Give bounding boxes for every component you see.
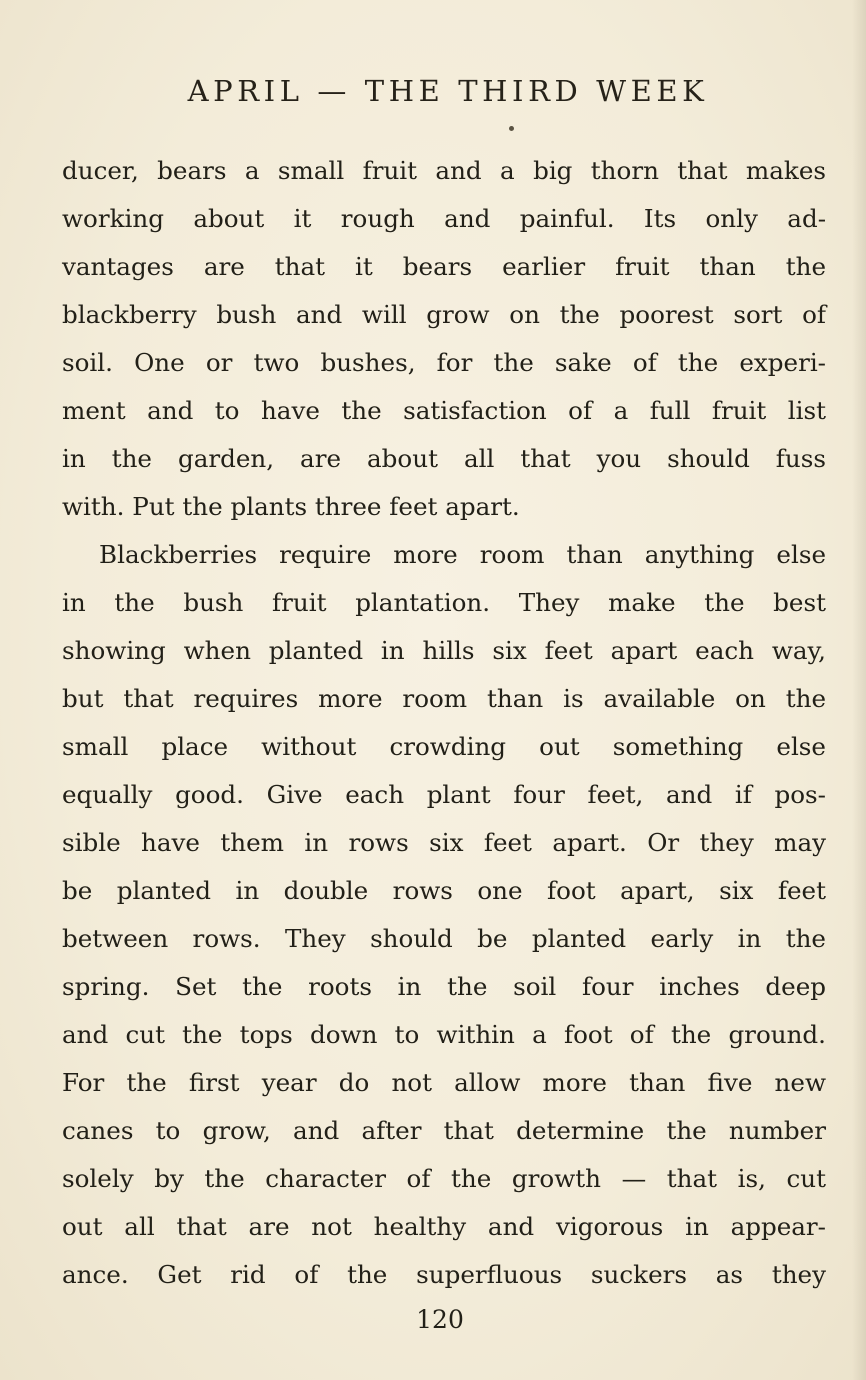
text-line: working about it rough and painful. Its only ad- xyxy=(62,204,826,233)
text-line: ance. Get rid of the superfluous suckers as they xyxy=(62,1260,826,1289)
text-line: be planted in double rows one foot apart, six feet xyxy=(62,876,826,905)
paragraph-start-line: Blackberries require more room than anything else xyxy=(99,540,826,569)
running-head: APRIL — THE THIRD WEEK xyxy=(187,74,709,108)
text-line: showing when planted in hills six feet apart each way, xyxy=(62,636,826,665)
text-line: in the bush fruit plantation. They make the best xyxy=(62,588,826,617)
page-number: 120 xyxy=(416,1305,464,1334)
text-line: blackberry bush and will grow on the poorest sort of xyxy=(62,300,826,329)
page-edge-shadow xyxy=(852,0,866,1380)
text-line: equally good. Give each plant four feet, and if pos- xyxy=(62,780,826,809)
text-line: solely by the character of the growth — that is, cut xyxy=(62,1164,826,1193)
text-line: between rows. They should be planted early in the xyxy=(62,924,826,953)
text-line: vantages are that it bears earlier fruit than the xyxy=(62,252,826,281)
text-line: For the first year do not allow more than five new xyxy=(62,1068,826,1097)
body-text xyxy=(62,147,826,1299)
text-line: ducer, bears a small fruit and a big thorn that makes xyxy=(62,156,826,185)
text-line: and cut the tops down to within a foot of the ground. xyxy=(62,1020,826,1049)
text-line: out all that are not healthy and vigorous in appear- xyxy=(62,1212,826,1241)
text-line: soil. One or two bushes, for the sake of the experi- xyxy=(62,348,826,377)
text-line: canes to grow, and after that determine the number xyxy=(62,1116,826,1145)
text-line: ment and to have the satisfaction of a full fruit list xyxy=(62,396,826,425)
text-line: small place without crowding out something else xyxy=(62,732,826,761)
ornament-dot xyxy=(509,126,514,131)
text-line: spring. Set the roots in the soil four inches deep xyxy=(62,972,826,1001)
text-line: but that requires more room than is available on the xyxy=(62,684,826,713)
text-line: sible have them in rows six feet apart. Or they may xyxy=(62,828,826,857)
text-line: with. Put the plants three feet apart. xyxy=(62,492,520,521)
text-line: in the garden, are about all that you should fuss xyxy=(62,444,826,473)
